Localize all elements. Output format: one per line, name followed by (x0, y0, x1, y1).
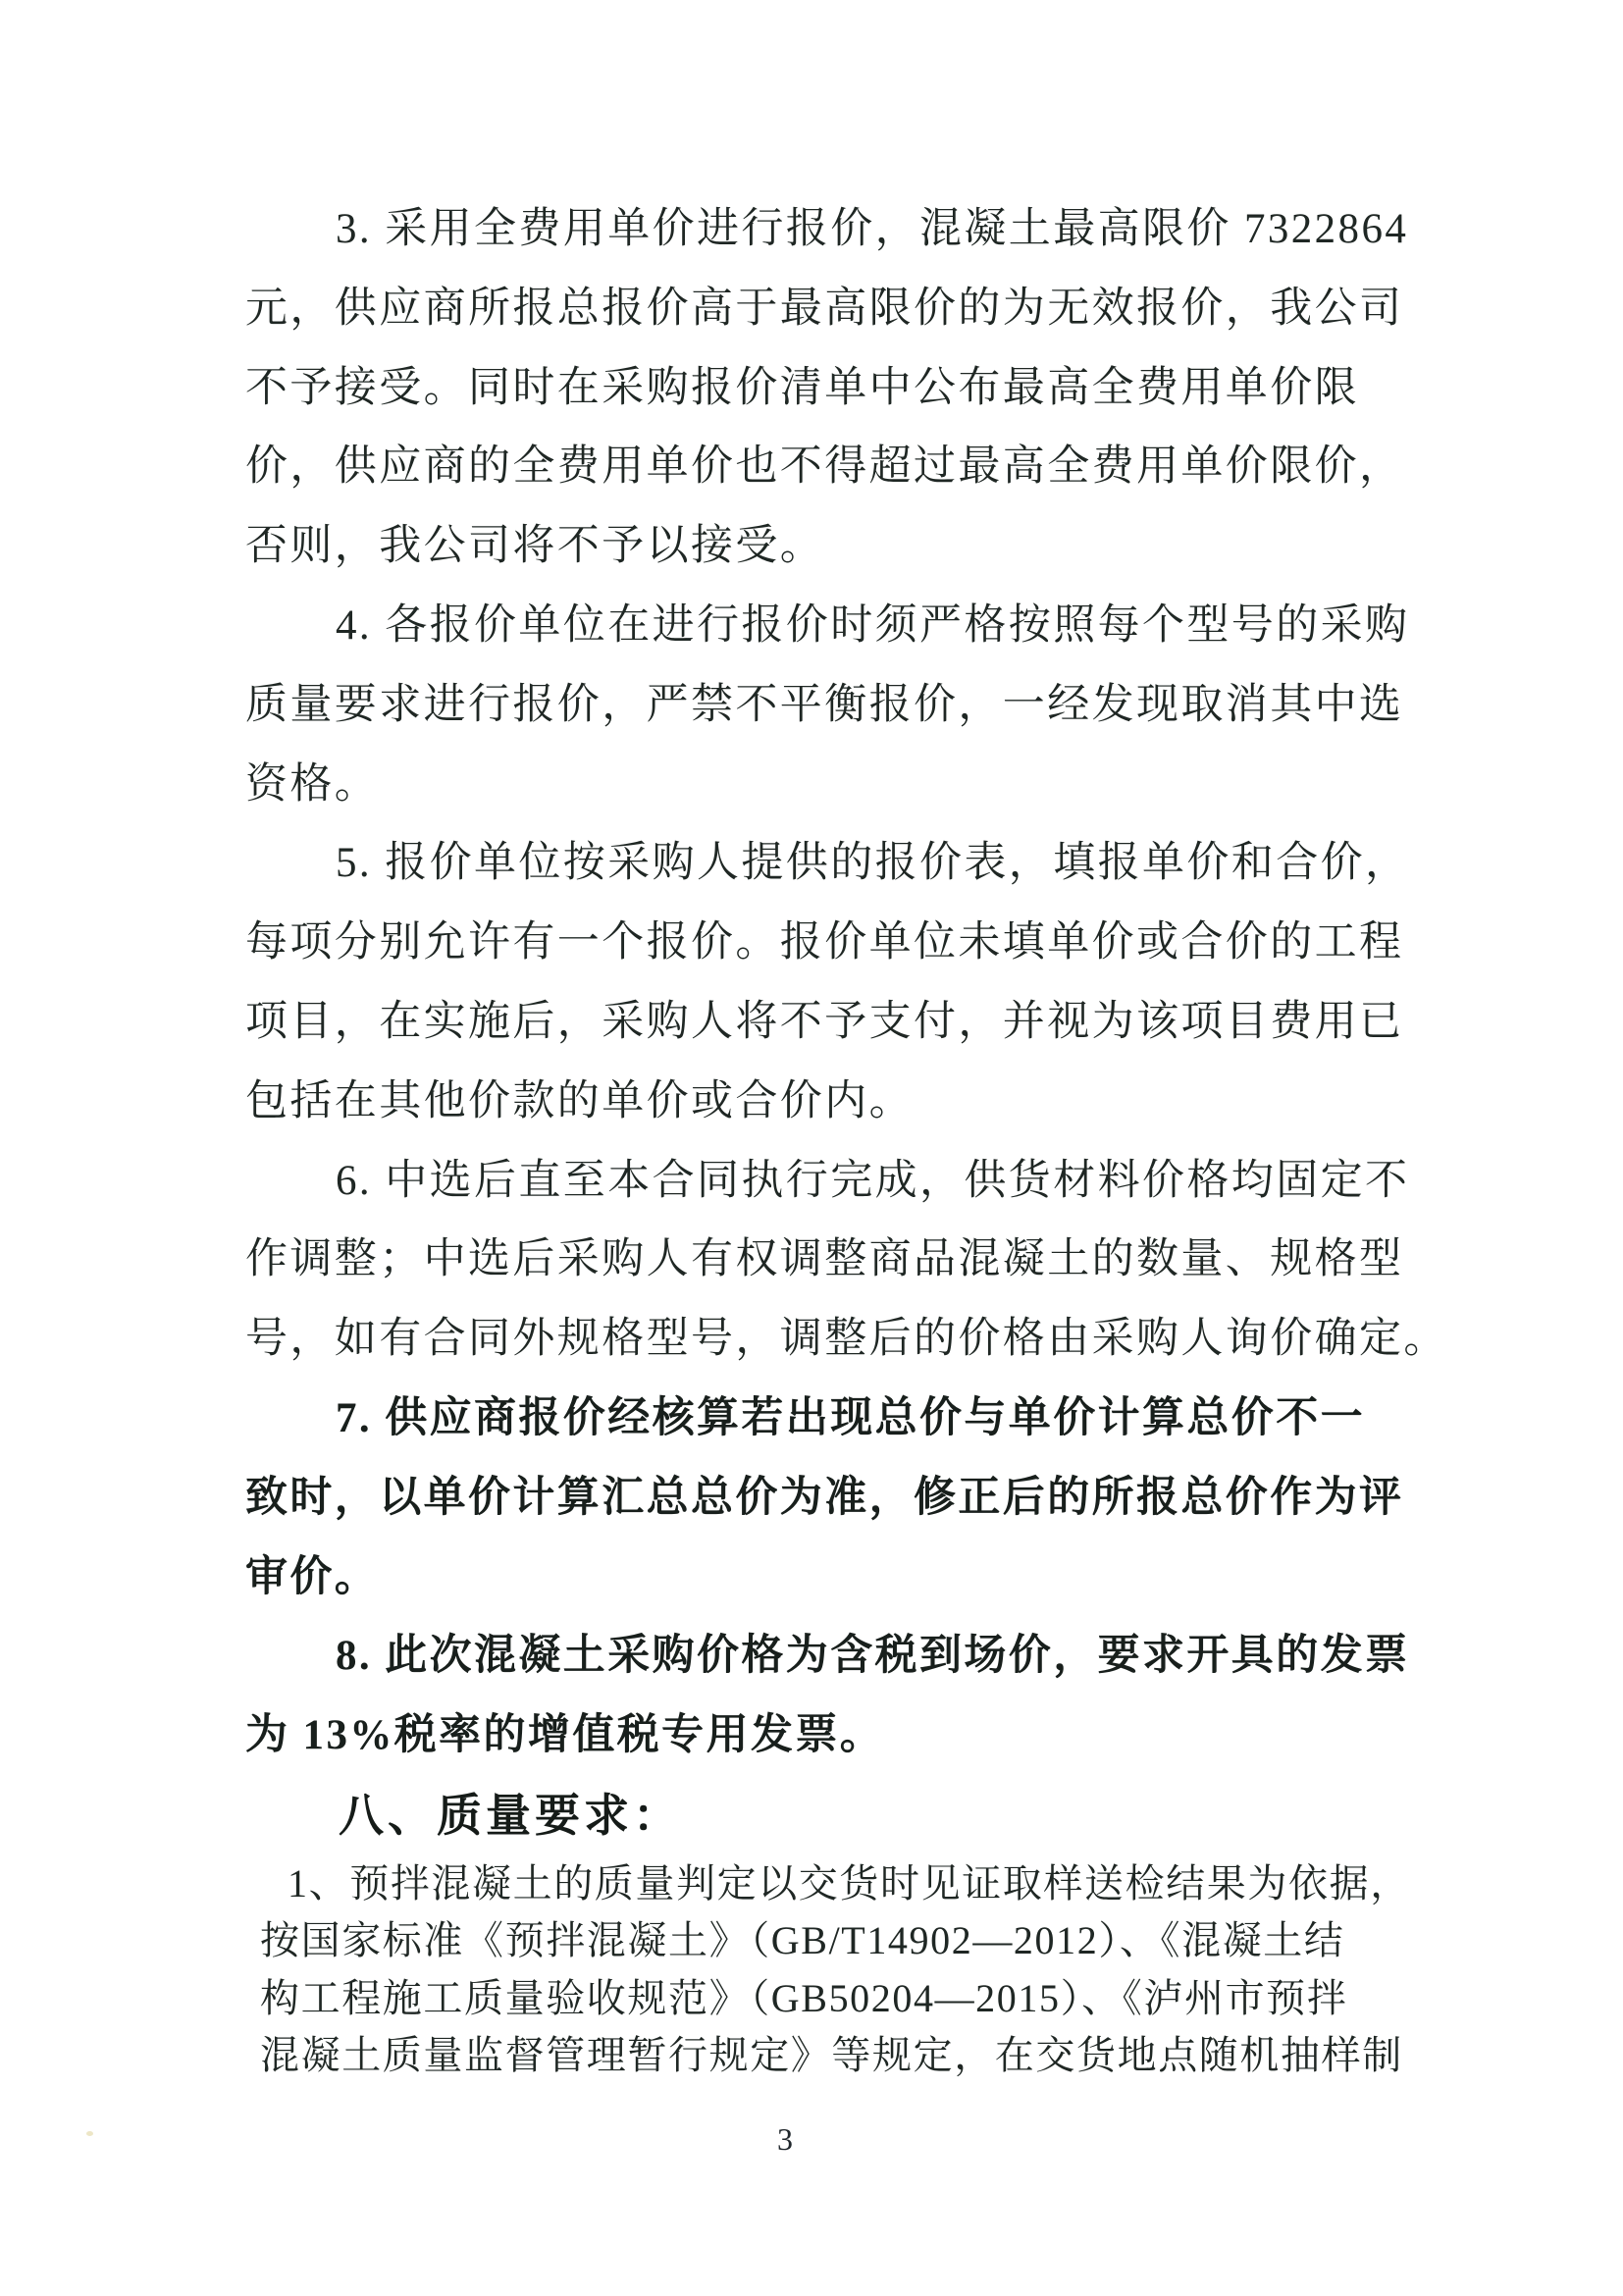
text-line: 按国家标准《预拌混凝土》（GB/T14902—2012）、《混凝土结 (260, 1918, 1345, 1963)
text-line: 资格。 (245, 760, 380, 808)
text-line: 包括在其他价款的单价或合价内。 (245, 1077, 914, 1124)
text-line: 5. 报价单位按采购人提供的报价表，填报单价和合价， (336, 840, 1410, 887)
text-line: 质量要求进行报价，严禁不平衡报价，一经发现取消其中选 (245, 681, 1404, 728)
text-line: 致时，以单价计算汇总总价为准，修正后的所报总价作为评 (245, 1474, 1404, 1521)
text-line: 8. 此次混凝土采购价格为含税到场价，要求开具的发票 (336, 1633, 1410, 1680)
text-line: 价，供应商的全费用单价也不得超过最高全费用单价限价， (245, 444, 1404, 491)
text-line: 项目，在实施后，采购人将不予支付，并视为该项目费用已 (245, 998, 1404, 1045)
document-body (245, 190, 1448, 2085)
text-line: 3. 采用全费用单价进行报价，混凝土最高限价 7322864 (336, 206, 1409, 252)
text-line: 作调整；中选后采购人有权调整商品混凝土的数量、规格型 (245, 1236, 1404, 1283)
paragraph-item-6 (245, 1142, 1448, 1380)
text-line: 元，供应商所报总报价高于最高限价的为无效报价，我公司 (245, 285, 1404, 332)
paragraph-item-8 (245, 1617, 1409, 1776)
paragraph-quality-item-1 (245, 1855, 1409, 2085)
text-line: 4. 各报价单位在进行报价时须严格按照每个型号的采购 (336, 601, 1410, 649)
section-heading-quality-requirements: 八、质量要求： (339, 1789, 682, 1841)
text-line: 为 13%税率的增值税专用发票。 (245, 1712, 885, 1759)
text-line: 不予接受。同时在采购报价清单中公布最高全费用单价限 (245, 364, 1359, 411)
text-line: 构工程施工质量验收规范》（GB50204—2015）、《泸州市预拌 (260, 1975, 1348, 2020)
scan-artifact (86, 2131, 93, 2136)
paragraph-item-7 (245, 1380, 1409, 1617)
text-line: 否则，我公司将不予以接受。 (245, 523, 825, 570)
paragraph-item-3 (245, 190, 1409, 587)
text-line: 号，如有合同外规格型号，调整后的价格由采购人询价确定。 (245, 1316, 1448, 1363)
text-line: 每项分别允许有一个报价。报价单位未填单价或合价的工程 (245, 919, 1404, 966)
page-number: 3 (777, 2121, 793, 2157)
text-line: 7. 供应商报价经核算若出现总价与单价计算总价不一 (336, 1394, 1365, 1441)
paragraph-item-4 (245, 587, 1409, 824)
text-line: 6. 中选后直至本合同执行完成，供货材料价格均固定不 (336, 1157, 1410, 1204)
paragraph-item-5 (245, 824, 1409, 1141)
text-line: 1、预拌混凝土的质量判定以交货时见证取样送检结果为依据， (288, 1860, 1411, 1905)
text-line: 审价。 (245, 1553, 380, 1600)
text-line: 混凝土质量监督管理暂行规定》等规定，在交货地点随机抽样制 (260, 2033, 1403, 2078)
